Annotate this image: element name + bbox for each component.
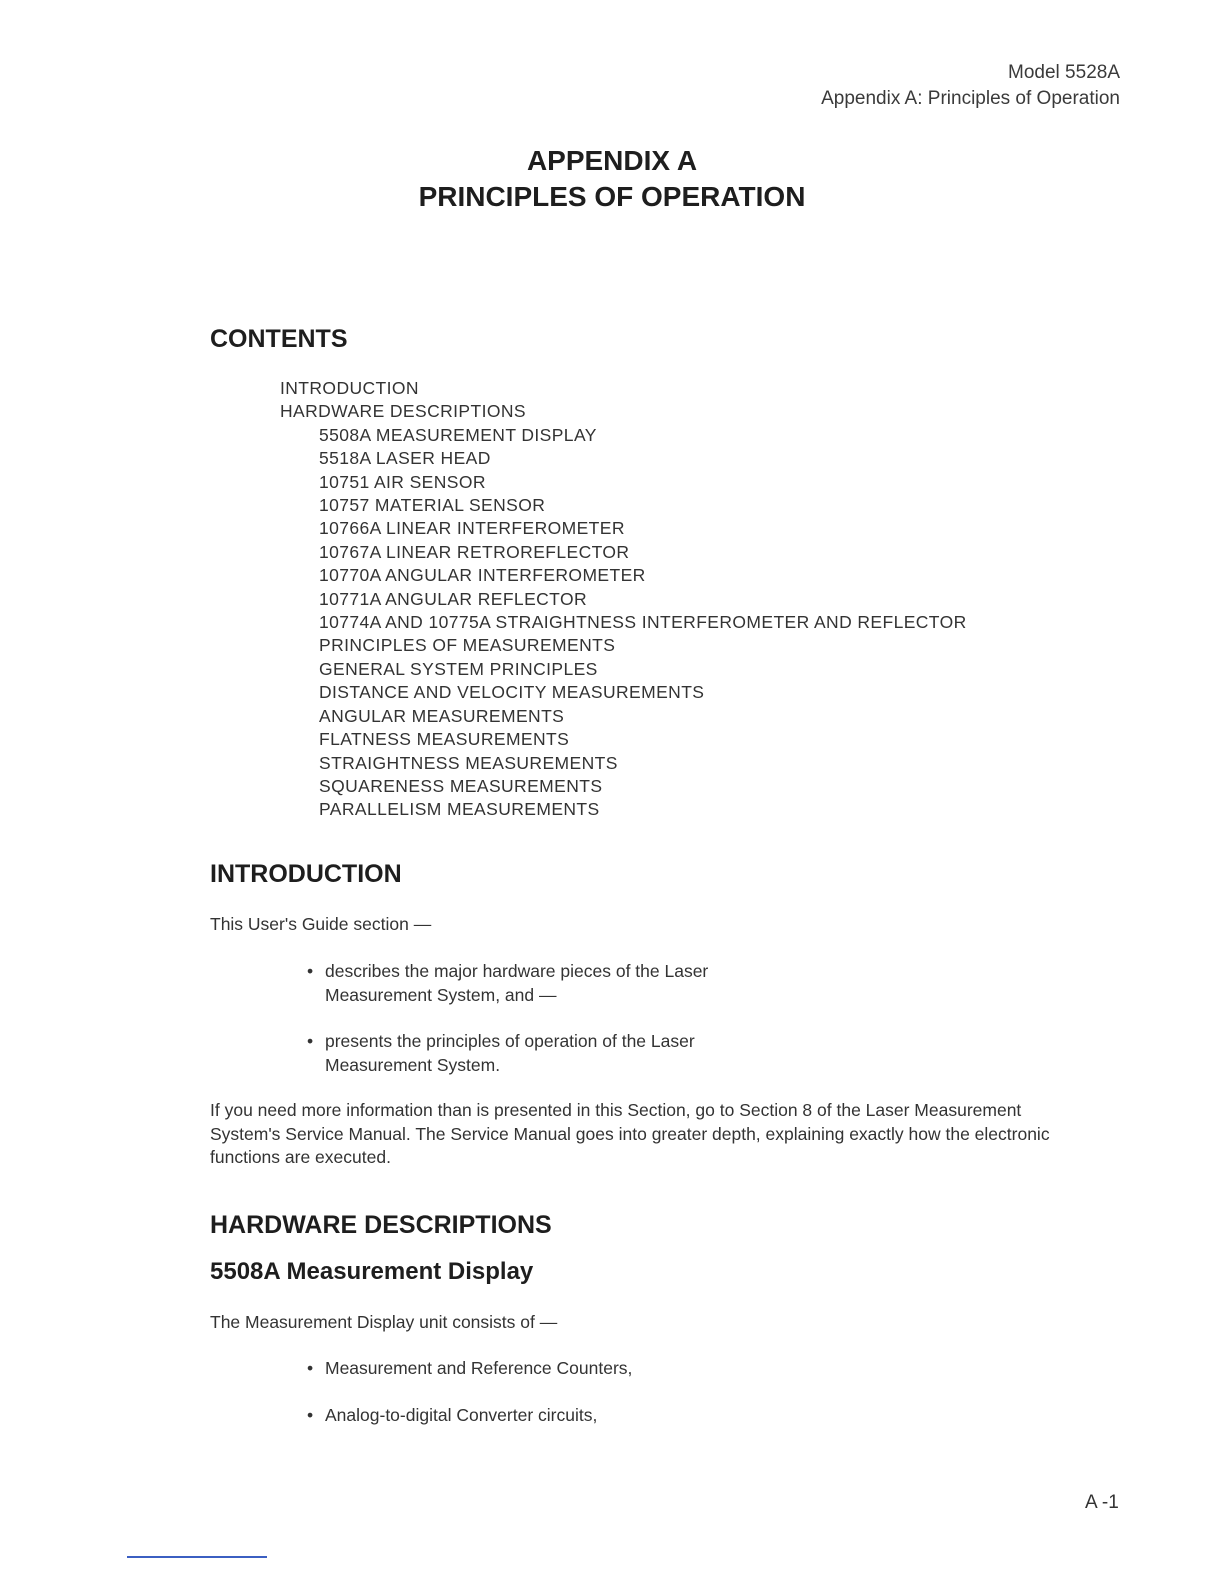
- toc-item: ANGULAR MEASUREMENTS: [319, 705, 565, 726]
- header-section: Appendix A: Principles of Operation: [821, 88, 1120, 109]
- contents-list: [280, 377, 967, 822]
- toc-item: PARALLELISM MEASUREMENTS: [319, 799, 600, 820]
- contents-heading: CONTENTS: [210, 325, 348, 353]
- toc-item: PRINCIPLES OF MEASUREMENTS: [319, 635, 616, 656]
- toc-item: 10767A LINEAR RETROREFLECTOR: [319, 541, 630, 562]
- introduction-heading: INTRODUCTION: [210, 860, 402, 888]
- bullet-item: • presents the principles of operation of the Laser Measurement System.: [306, 1030, 795, 1077]
- toc-item: 5518A LASER HEAD: [319, 448, 491, 469]
- toc-item: STRAIGHTNESS MEASUREMENTS: [319, 752, 618, 773]
- bullet-item: • Analog-to-digital Converter circuits,: [306, 1404, 795, 1428]
- hardware-bullets: [306, 1357, 795, 1450]
- bullet-item: • Measurement and Reference Counters,: [306, 1357, 795, 1381]
- hardware-heading: HARDWARE DESCRIPTIONS: [210, 1211, 552, 1239]
- toc-item: 10766A LINEAR INTERFEROMETER: [319, 518, 625, 539]
- footer-rule: [127, 1556, 267, 1558]
- toc-item: 5508A MEASUREMENT DISPLAY: [319, 424, 597, 445]
- header-model: Model 5528A: [1008, 62, 1120, 83]
- bullet-item: • describes the major hardware pieces of the Laser Measurement System, and —: [306, 960, 795, 1007]
- toc-item: GENERAL SYSTEM PRINCIPLES: [319, 658, 598, 679]
- introduction-bullets: [306, 960, 795, 1100]
- page-title: [0, 143, 1224, 215]
- toc-item: 10751 AIR SENSOR: [319, 471, 486, 492]
- introduction-lead: This User's Guide section —: [210, 914, 432, 934]
- toc-item: INTRODUCTION: [280, 378, 419, 398]
- toc-item: DISTANCE AND VELOCITY MEASUREMENTS: [319, 682, 705, 703]
- toc-item: FLATNESS MEASUREMENTS: [319, 729, 570, 750]
- title-line-1: APPENDIX A: [526, 145, 698, 176]
- title-line-2: PRINCIPLES OF OPERATION: [418, 181, 806, 212]
- toc-item: 10771A ANGULAR REFLECTOR: [319, 588, 587, 609]
- toc-item: SQUARENESS MEASUREMENTS: [319, 775, 603, 796]
- page-number: A -1: [1085, 1492, 1119, 1513]
- toc-item: HARDWARE DESCRIPTIONS: [280, 401, 526, 422]
- hardware-lead: The Measurement Display unit consists of —: [210, 1312, 558, 1332]
- running-header: [821, 60, 1120, 112]
- toc-item: 10770A ANGULAR INTERFEROMETER: [319, 565, 646, 586]
- toc-item: 10774A AND 10775A STRAIGHTNESS INTERFEROMETER AND REFLECTOR: [319, 612, 967, 633]
- toc-item: 10757 MATERIAL SENSOR: [319, 495, 546, 516]
- introduction-paragraph: If you need more information than is presented in this Section, go to Section 8 of the Laser Measurement System's Service Manual. The Service Manual goes into greater depth, explaining exactly how the electronic functions are executed.: [210, 1100, 1050, 1167]
- measurement-display-subheading: 5508A Measurement Display: [210, 1258, 534, 1285]
